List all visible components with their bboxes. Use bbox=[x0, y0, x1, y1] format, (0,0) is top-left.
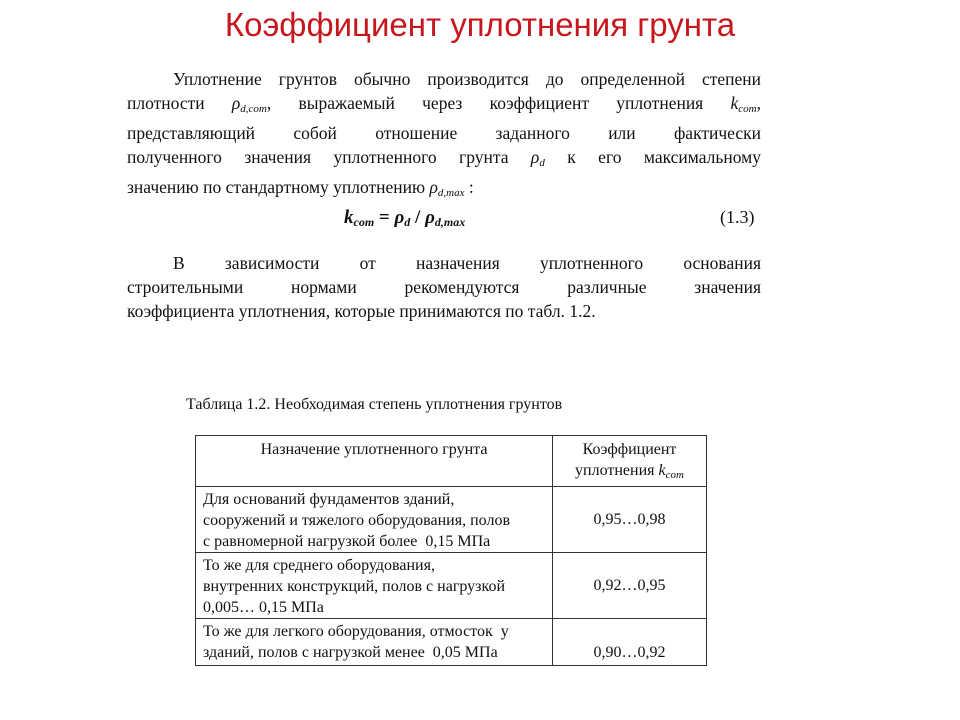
row-description: Для оснований фундаментов зданий, сооружений и тяжелого оборудования, полов с равномерной нагрузкой более 0,15 МПа bbox=[196, 487, 553, 553]
table-row bbox=[196, 619, 707, 666]
formula: $k_{com} = \rho_d / \rho_{d,max}$ bbox=[344, 207, 466, 229]
intro-paragraph bbox=[127, 67, 761, 205]
paragraph-line: коэффициента уплотнения, которые принимаются по табл. 1.2. bbox=[127, 301, 596, 321]
paragraph-line: полученного значения уплотненного грунта $\rho_d$ к его максимальному bbox=[127, 147, 761, 169]
compaction-table bbox=[195, 435, 707, 666]
slide-title: Коэффициент уплотнения грунта bbox=[224, 6, 736, 43]
row-value: 0,92…0,95 bbox=[553, 553, 707, 619]
rho-dmax-symbol: $\rho_{d,max}$ bbox=[429, 177, 465, 199]
k-com-symbol: $k_{com}$, bbox=[730, 93, 761, 115]
row-description: То же для среднего оборудования, внутренних конструкций, полов с нагрузкой 0,005… 0,15 МПа bbox=[196, 553, 553, 619]
table-row bbox=[196, 487, 707, 553]
paragraph-line: плотности $\rho_{d,com}$, выражаемый через коэффициент уплотнения $k_{com}$, bbox=[127, 93, 761, 115]
table-caption: Таблица 1.2. Необходимая степень уплотнения грунтов bbox=[186, 396, 563, 413]
header-purpose: Назначение уплотненного грунта bbox=[196, 436, 553, 487]
paragraph-line: представляющий собой отношение заданного или фактически bbox=[127, 123, 761, 143]
rho-d-symbol: $\rho_d$ bbox=[530, 147, 545, 169]
row-value: 0,90…0,92 bbox=[553, 619, 707, 666]
rho-dcom-symbol: $\rho_{d,com}$, bbox=[231, 93, 272, 115]
table-row bbox=[196, 553, 707, 619]
header-coefficient: Коэффициент уплотнения $k_{com}$ bbox=[553, 436, 707, 487]
second-paragraph bbox=[127, 251, 761, 323]
table-header-row bbox=[196, 436, 707, 487]
equation-number: (1.3) bbox=[720, 207, 755, 227]
paragraph-line: строительными нормами рекомендуются различные значения bbox=[127, 277, 761, 297]
row-description: То же для легкого оборудования, отмосток у зданий, полов с нагрузкой менее 0,05 МПа bbox=[196, 619, 553, 666]
row-value: 0,95…0,98 bbox=[553, 487, 707, 553]
paragraph-line: В зависимости от назначения уплотненного основания bbox=[173, 253, 761, 273]
paragraph-line: Уплотнение грунтов обычно производится до определенной степени bbox=[173, 69, 761, 89]
paragraph-line: значению по стандартному уплотнению $\rho_{d,max}$ : bbox=[127, 177, 474, 199]
